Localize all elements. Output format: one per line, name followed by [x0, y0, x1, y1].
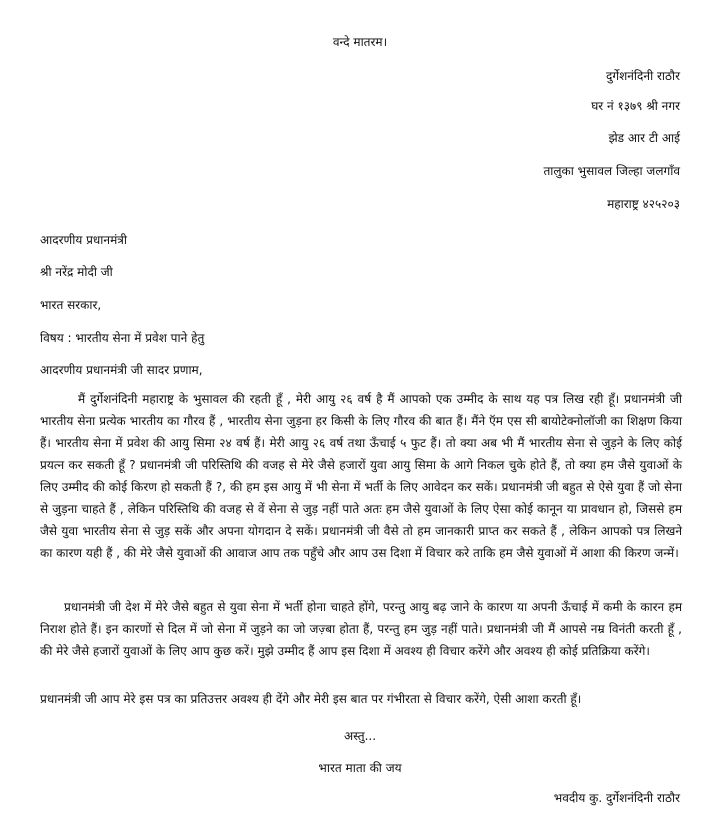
sender-area: झेड आर टी आई	[608, 131, 680, 145]
letter-greeting: आदरणीय प्रधानमंत्री जी सादर प्रणाम,	[40, 363, 203, 377]
sender-taluka: तालुका भुसावल जिल्हा जलगाँव	[543, 164, 680, 178]
body-paragraph-3: प्रधानमंत्री जी आप मेरे इस पत्र का प्रतिउत्तर अवश्य ही देंगे और मेरी इस बात पर गंभीरता से विचार करेंगे, ऐसी आशा करती हूँ।	[40, 692, 582, 706]
sender-house: घर नं १३७९ श्री नगर	[591, 99, 680, 113]
closing-slogan: भारत माता की जय	[318, 761, 402, 775]
closing-signature: भवदीय कु. दुर्गेशनंदिनी राठौर	[553, 791, 680, 805]
recipient-designation: आदरणीय प्रधानमंत्री	[40, 233, 127, 247]
letter-subject: विषय : भारतीय सेना में प्रवेश पाने हेतु	[40, 331, 205, 345]
sender-state-pin: महाराष्ट्र ४२५२०३	[607, 197, 680, 211]
closing-astu: अस्तु...	[343, 729, 377, 743]
salutation-top: वन्दे मातरम।	[332, 35, 388, 49]
recipient-name: श्री नरेंद्र मोदी जी	[40, 265, 113, 279]
body-paragraph-2: प्रधानमंत्री जी देश में मेरे जैसे बहुत से युवा सेना में भर्ती होना चाहते होंगे, परन्तु आयु बढ़ जाने के कारण या अपनी ऊँचाई में कमी के कारन हम निराश होते हैं। इन कारणों से दिल में जो सेना में जुड़ने का जो जज़्बा होता हैं, परन्तु हम जुड़ नहीं पाते। प्रधानमंत्री जी मैं आपसे नम्र विनंती करती हूँ , की मेरे जैसे हजारों युवाओं के लिए आप कुछ करें। मुझे उम्मीद हैं आप इस दिशा में अवश्य ही विचार करेंगे और अवश्य ही कोई प्रतिक्रिया करेंगे।	[40, 600, 682, 658]
body-paragraph-1: मैं दुर्गेशनंदिनी महाराष्ट्र के भुसावल की रहती हूँ , मेरी आयु २६ वर्ष है मैं आपको एक उम्मीद के साथ यह पत्र लिख रही हूँ। प्रधानमंत्री जी भारतीय सेना प्रत्येक भारतीय का गौरव हैं , भारतीय सेना जुड़ना हर किसी के लिए गौरव की बात हैं। मैंने ऍम एस सी बायोटेक्नोलॉजी का शिक्षण किया हैं। भारतीय सेना में प्रवेश की आयु सिमा २४ वर्ष हैं। मेरी आयु २६ वर्ष तथा ऊँचाई ५ फुट हैं। तो क्या अब भी मैं भारतीय सेना से जुड़ने के लिए कोई प्रयत्न कर सकती हूँ ? प्रधानमंत्री जी परिस्तिथि की वजह से मेरे जैसे हजारों युवा आयु सिमा के आगे निकल चुके होते हैं, तो क्या हम जैसे युवाओं के लिए उम्मीद की कोई किरण हो सकती हैं ?, की हम इस आयु में भी सेना में भर्ती के लिए आवेदन कर सकें। प्रधानमंत्री जी बहुत से ऐसे युवा हैं जो सेना से जुड़ना चाहते हैं , लेकिन परिस्तिथि की वजह से वें सेना से जुड़ नहीं पाते अतः हम जैसे युवाओं के लिए ऐसा कोई कानून या प्रावधान हो, जिससे हम जैसे युवा भारतीय सेना से जुड़ सकें और अपना योगदान दे सकें। प्रधानमंत्री जी वैसे तो हम जानकारी प्राप्त कर सकते हैं , लेकिन आपको पत्र लिखने का कारण यही हैं , की मेरे जैसे युवाओं की आवाज आप तक पहुँचे और आप उस दिशा में विचार करे ताकि हम जैसे युवाओं में आशा की किरण जन्में।	[40, 392, 682, 560]
recipient-org: भारत सरकार,	[40, 298, 102, 312]
sender-name: दुर्गेशनंदिनी राठौर	[605, 69, 680, 83]
